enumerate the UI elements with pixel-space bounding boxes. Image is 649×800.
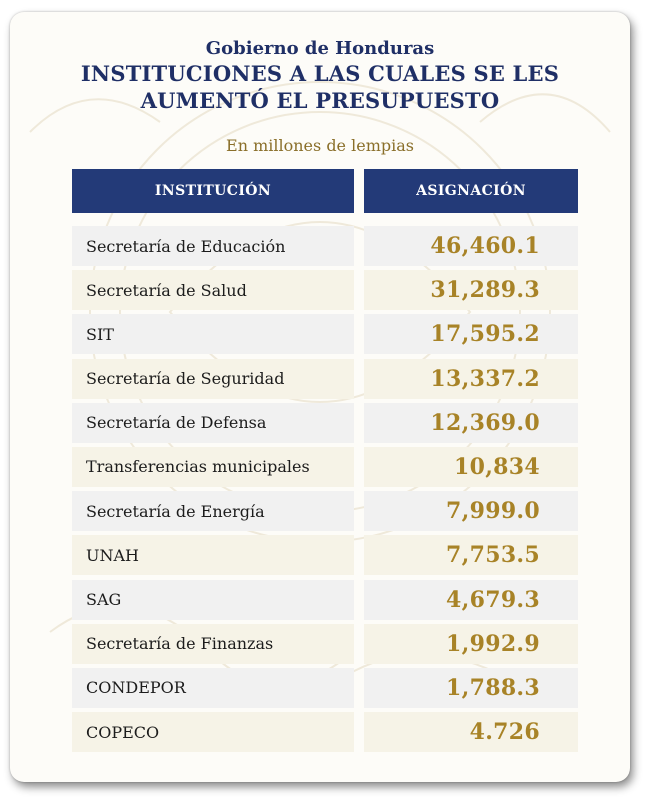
table-row [72, 624, 578, 668]
column-header-allocation: ASIGNACIÓN [364, 169, 578, 213]
column-header-institution: INSTITUCIÓN [72, 169, 354, 213]
institution-cell: CONDEPOR [72, 668, 354, 708]
institution-cell: SAG [72, 580, 354, 620]
allocation-cell: 4,679.3 [364, 580, 578, 620]
allocation-cell: 17,595.2 [364, 314, 578, 354]
allocation-cell: 10,834 [364, 447, 578, 487]
institution-cell: Secretaría de Defensa [72, 403, 354, 443]
units-subtitle: En millones de lempias [226, 136, 414, 155]
table-row [72, 359, 578, 403]
table-row [72, 403, 578, 447]
institution-cell: Secretaría de Energía [72, 491, 354, 531]
allocation-cell: 1,788.3 [364, 668, 578, 708]
table-row [72, 447, 578, 491]
institution-cell: Transferencias municipales [72, 447, 354, 487]
table-row [72, 270, 578, 314]
allocation-cell: 7,753.5 [364, 535, 578, 575]
allocation-cell: 1,992.9 [364, 624, 578, 664]
institution-cell: COPECO [72, 712, 354, 752]
institution-cell: Secretaría de Finanzas [72, 624, 354, 664]
institution-cell: Secretaría de Salud [72, 270, 354, 310]
institution-cell: Secretaría de Educación [72, 226, 354, 266]
table-row [72, 226, 578, 270]
main-title-line-1: INSTITUCIONES A LAS CUALES SE LES [80, 61, 560, 86]
institution-cell: UNAH [72, 535, 354, 575]
title-block [10, 38, 630, 114]
allocation-cell: 46,460.1 [364, 226, 578, 266]
allocation-cell: 12,369.0 [364, 403, 578, 443]
allocation-cell: 7,999.0 [364, 491, 578, 531]
table-row [72, 491, 578, 535]
allocation-cell: 13,337.2 [364, 359, 578, 399]
table-row [72, 535, 578, 579]
budget-table [72, 226, 578, 756]
allocation-cell: 31,289.3 [364, 270, 578, 310]
table-row [72, 712, 578, 756]
infographic-card [10, 12, 630, 782]
government-name: Gobierno de Honduras [205, 38, 435, 59]
table-row [72, 314, 578, 358]
institution-cell: Secretaría de Seguridad [72, 359, 354, 399]
main-title-line-2: AUMENTÓ EL PRESUPUESTO [140, 88, 500, 113]
allocation-cell: 4.726 [364, 712, 578, 752]
institution-cell: SIT [72, 314, 354, 354]
table-row [72, 580, 578, 624]
table-row [72, 668, 578, 712]
